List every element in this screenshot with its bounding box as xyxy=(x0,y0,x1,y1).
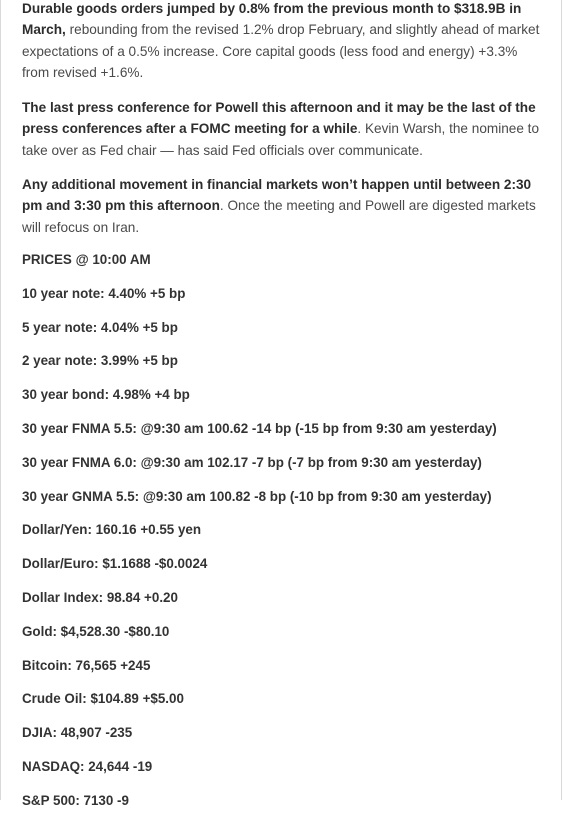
price-30-year-bond: 30 year bond: 4.98% +4 bp xyxy=(22,387,190,403)
paragraph-text: rebounding from the revised 1.2% drop February, and slightly ahead of market expectations of a 0.5% increase. Core capital goods (less food and energy) +3.3% from revised +1.6%. xyxy=(22,22,540,80)
price-dollar-yen: Dollar/Yen: 160.16 +0.55 yen xyxy=(22,522,202,538)
paragraph-text: . Once the meeting and Powell are digested markets will refocus on Iran. xyxy=(22,198,536,235)
price-5-year-note: 5 year note: 4.04% +5 bp xyxy=(22,319,178,335)
paragraph-durable-goods xyxy=(22,0,543,83)
prices-header: PRICES @ 10:00 AM xyxy=(22,251,151,267)
prices-list xyxy=(22,249,543,824)
price-gold: Gold: $4,528.30 -$80.10 xyxy=(22,623,170,639)
price-dollar-euro: Dollar/Euro: $1.1688 -$0.0024 xyxy=(22,556,208,572)
paragraph-bold-lead: The last press conference for Powell this afternoon and it may be the last of the press conferences after a FOMC meeting for a while xyxy=(22,100,536,137)
paragraph-market-timing xyxy=(22,174,543,238)
paragraph-bold-lead: Durable goods orders jumped by 0.8% from the previous month to $318.9B in March, xyxy=(22,1,522,38)
price-gnma-5-5: 30 year GNMA 5.5: @9:30 am 100.82 -8 bp (-10 bp from 9:30 am yesterday) xyxy=(22,488,492,504)
price-fnma-6-0: 30 year FNMA 6.0: @9:30 am 102.17 -7 bp (-7 bp from 9:30 am yesterday) xyxy=(22,454,482,470)
paragraph-text: . Kevin Warsh, the nominee to take over as Fed chair — has said Fed officials over communicate. xyxy=(22,121,540,158)
price-djia: DJIA: 48,907 -235 xyxy=(22,725,133,741)
price-10-year-note: 10 year note: 4.40% +5 bp xyxy=(22,285,186,301)
paragraph-bold-lead: Any additional movement in financial markets won’t happen until between 2:30 pm and 3:30 pm this afternoon xyxy=(22,177,532,214)
price-nasdaq: NASDAQ: 24,644 -19 xyxy=(22,758,153,774)
price-crude-oil: Crude Oil: $104.89 +$5.00 xyxy=(22,691,184,707)
price-bitcoin: Bitcoin: 76,565 +245 xyxy=(22,657,151,673)
price-dollar-index: Dollar Index: 98.84 +0.20 xyxy=(22,589,178,605)
price-2-year-note: 2 year note: 3.99% +5 bp xyxy=(22,353,178,369)
price-sp500: S&P 500: 7130 -9 xyxy=(22,792,129,808)
price-fnma-5-5: 30 year FNMA 5.5: @9:30 am 100.62 -14 bp (-15 bp from 9:30 am yesterday) xyxy=(22,420,497,436)
paragraph-powell-press-conference xyxy=(22,97,543,161)
